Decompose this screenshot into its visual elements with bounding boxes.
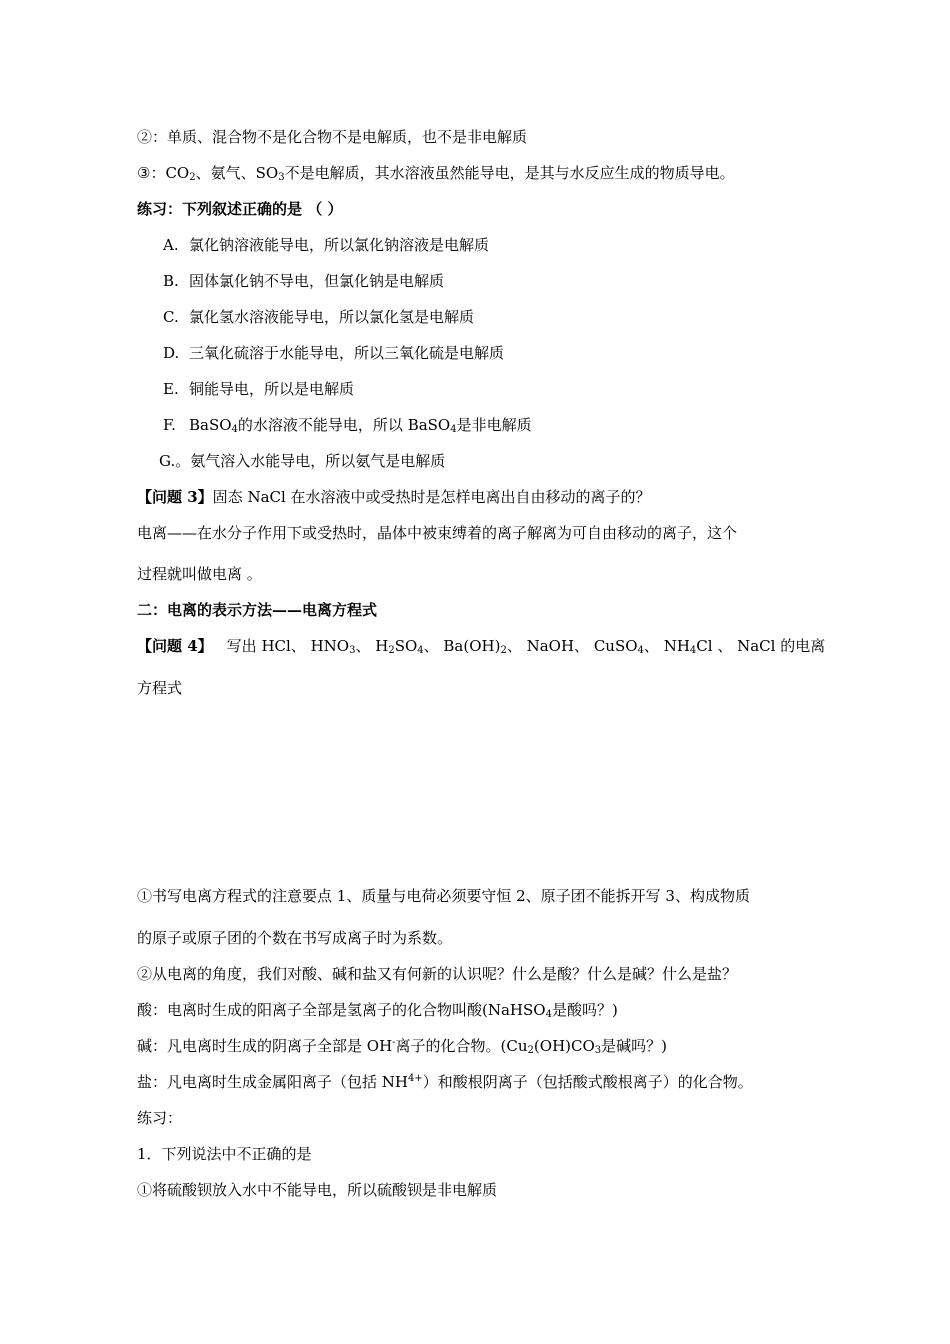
option-c: C. 氯化氢水溶液能导电，所以氯化氢是电解质 <box>163 308 475 326</box>
option-d: D. 三氧化硫溶于水能导电，所以三氧化硫是电解质 <box>163 344 505 362</box>
option-b: B. 固体氯化钠不导电，但氯化钠是电解质 <box>163 272 445 290</box>
exercise-heading: 练习：下列叙述正确的是 （ ） <box>137 200 343 218</box>
definition-line-2: 过程就叫做电离 。 <box>137 565 262 583</box>
exercise-label: 练习： <box>137 1109 183 1127</box>
exercise-1-item-1: ①将硫酸钡放入水中不能导电，所以硫酸钡是非电解质 <box>137 1181 498 1199</box>
option-a: A. 氯化钠溶液能导电，所以氯化钠溶液是电解质 <box>163 236 490 254</box>
option-e: E. 铜能导电，所以是电解质 <box>163 380 355 398</box>
note-2-question: ②从电离的角度，我们对酸、碱和盐又有何新的认识呢？什么是酸？什么是碱？什么是盐？ <box>137 965 738 983</box>
note-1-line-2: 的原子或原子团的个数在书写成离子时为系数。 <box>137 929 453 947</box>
salt-definition: 盐：凡电离时生成金属阳离子（包括 $NH^{4+}$）和酸根阴离子（包括酸式酸根离子）的化合物。 <box>137 1073 753 1091</box>
option-f: F. BaSO$_4$的水溶液不能导电，所以 BaSO$_4$是非电解质 <box>163 416 532 435</box>
question-4: 【问题 4】 写出 HCl、 $HNO_3$、 $H_2SO_4$、 $Ba(OH)_2$、 NaOH、 CuSO$_4$、 $NH_4Cl$ 、 NaCl 的电离 <box>137 637 826 656</box>
base-definition: 碱：凡电离时生成的阴离子全部是 OH-离子的化合物。($Cu_2(OH)CO_3$是碱吗？) <box>137 1037 668 1056</box>
acid-definition: 酸：电离时生成的阳离子全部是氢离子的化合物叫酸(NaHSO$_4$是酸吗？) <box>137 1001 618 1020</box>
note-2: ②：单质、混合物不是化合物不是电解质，也不是非电解质 <box>137 128 528 146</box>
question-4-end: 方程式 <box>137 679 183 697</box>
section-2-heading: 二：电离的表示方法——电离方程式 <box>137 601 378 619</box>
option-g: G.。氨气溶入水能导电，所以氨气是电解质 <box>159 452 446 470</box>
question-3: 【问题 3】固态 NaCl 在水溶液中或受热时是怎样电离出自由移动的离子的？ <box>137 488 651 506</box>
exercise-1: 1．下列说法中不正确的是 <box>137 1145 312 1163</box>
note-1-line-1: ①书写电离方程式的注意要点 1、质量与电荷必须要守恒 2、原子团不能拆开写 3、构成物质 <box>137 887 750 905</box>
definition-line-1: 电离——在水分子作用下或受热时，晶体中被束缚着的离子解离为可自由移动的离子，这个 <box>137 524 738 542</box>
note-3: ③：$CO_2$、氨气、$SO_3$不是电解质，其水溶液虽然能导电，是其与水反应生成的物质导电。 <box>137 164 735 183</box>
